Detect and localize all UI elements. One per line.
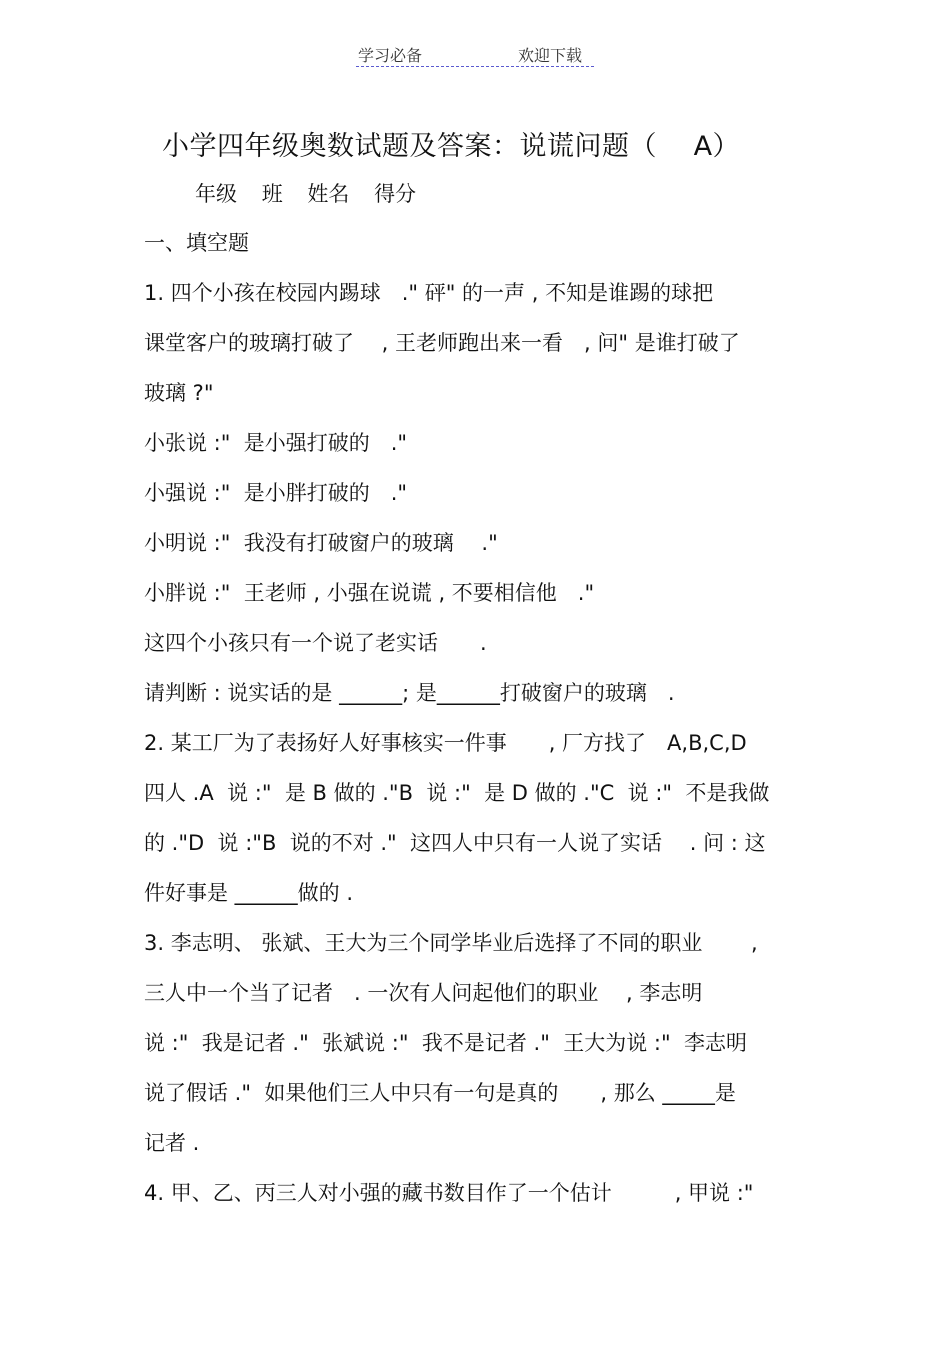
class-label: 班 — [261, 182, 283, 206]
score-label: 得分 — [374, 182, 417, 206]
text-line: 小强说 :" 是小胖打破的 ." — [144, 481, 408, 505]
text-line: 请判断 : 说实话的是 ______; 是______打破窗户的玻璃 . — [144, 681, 675, 705]
text-line: 的 ."D 说 :"B 说的不对 ." 这四人中只有一人说了实话 . 问 : 这 — [144, 831, 766, 855]
header-right-text: 欢迎下载 — [518, 46, 583, 65]
text-line: 小明说 :" 我没有打破窗户的玻璃 ." — [144, 531, 498, 555]
text-line: 四人 .A 说 :" 是 B 做的 ."B 说 :" 是 D 做的 ."C 说 :" 不是我做 — [144, 781, 770, 805]
text-line: 1. 四个小孩在校园内踢球 ." 砰" 的一声 , 不知是谁踢的球把 — [144, 281, 714, 305]
text-line: 课堂客户的玻璃打破了 , 王老师跑出来一看 , 问" 是谁打破了 — [144, 331, 740, 355]
text-line: 说了假话 ." 如果他们三人中只有一句是真的 , 那么 _____是 — [144, 1081, 736, 1105]
text-line: 小张说 :" 是小强打破的 ." — [144, 431, 408, 455]
text-line: 3. 李志明、 张斌、王大为三个同学毕业后选择了不同的职业 , — [144, 931, 758, 955]
text-line: 三人中一个当了记者 . 一次有人问起他们的职业 , 李志明 — [144, 981, 703, 1005]
name-label: 姓名 — [307, 182, 350, 206]
grade-label: 年级 — [195, 182, 237, 206]
text-line: 件好事是 ______做的 . — [144, 881, 354, 905]
page-header — [356, 40, 594, 67]
student-info-row — [195, 178, 434, 208]
text-line: 2. 某工厂为了表扬好人好事核实一件事 , 厂方找了 A,B,C,D — [144, 731, 747, 755]
text-line: 4. 甲、乙、丙三人对小强的藏书数目作了一个估计 , 甲说 :" — [144, 1181, 754, 1205]
header-left-text: 学习必备 — [358, 46, 423, 65]
document-title: 小学四年级奥数试题及答案：说谎问题（ A） — [162, 131, 741, 162]
text-line: 小胖说 :" 王老师 , 小强在说谎 , 不要相信他 ." — [144, 581, 595, 605]
text-line: 说 :" 我是记者 ." 张斌说 :" 我不是记者 ." 王大为说 :" 李志明 — [144, 1031, 747, 1055]
section-heading: 一、填空题 — [144, 231, 249, 255]
text-line: 记者 . — [144, 1131, 200, 1155]
text-line: 这四个小孩只有一个说了老实话 . — [144, 631, 487, 655]
text-line: 玻璃 ?" — [144, 381, 214, 405]
